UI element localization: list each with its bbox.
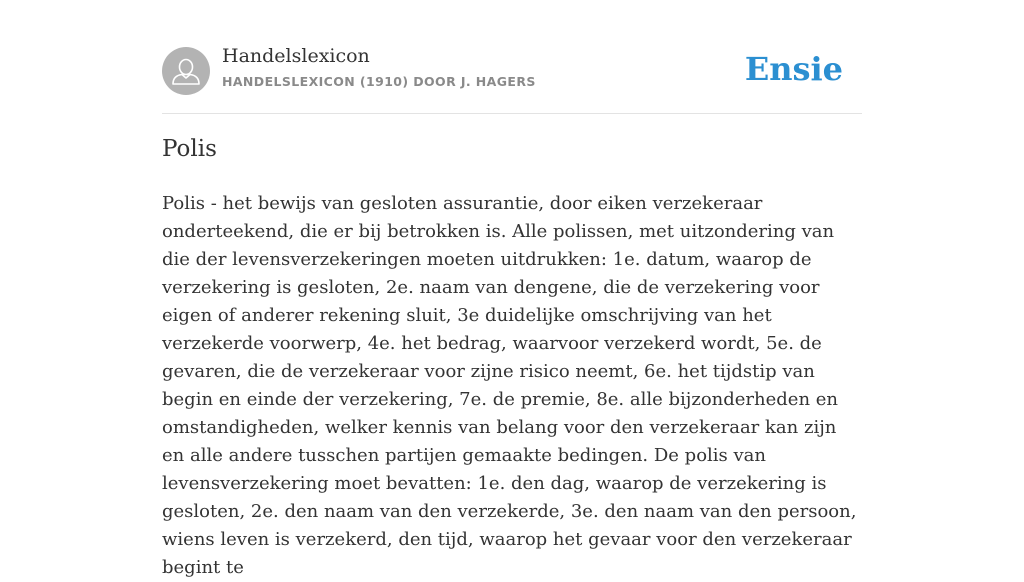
user-avatar-icon[interactable] [162, 47, 210, 95]
user-silhouette-icon [162, 47, 210, 95]
source-subtitle[interactable]: HANDELSLEXICON (1910) DOOR J. HAGERS [222, 74, 536, 89]
entry-body: Polis - het bewijs van gesloten assurantie, door eiken verzekeraar onderteekend, die er bij betrokken is. Alle polissen, met uitzondering van die der levensverzekeringen moeten uitdrukken: 1e. datum, waarop de verzekering is gesloten, 2e. naam van dengene, die de verzekering voor eigen of anderer rekening sluit, 3e duidelijke omschrijving van het verzekerde voorwerp, 4e. het bedrag, waarvoor verzekerd wordt, 5e. de gevaren, die de verzekeraar voor zijne risico neemt, 6e. het tijdstip van begin en einde der verzekering, 7e. de premie, 8e. alle bijzonderheden en omstandigheden, welker kennis van belang voor den verzekeraar kan zijn en alle andere tusschen partijen gemaakte bedingen. De polis van levensverzekering moet bevatten: 1e. den dag, waarop de verzekering is gesloten, 2e. den naam van den verzekerde, 3e. den naam van den persoon, wiens leven is verzekerd, den tijd, waarop het gevaar voor den verzekeraar begint te [162, 193, 857, 578]
entry-title: Polis [162, 136, 217, 162]
brand-logo[interactable]: Ensie [744, 50, 843, 88]
content-container [162, 0, 862, 578]
source-header [162, 0, 862, 114]
source-title[interactable]: Handelslexicon [222, 45, 370, 67]
